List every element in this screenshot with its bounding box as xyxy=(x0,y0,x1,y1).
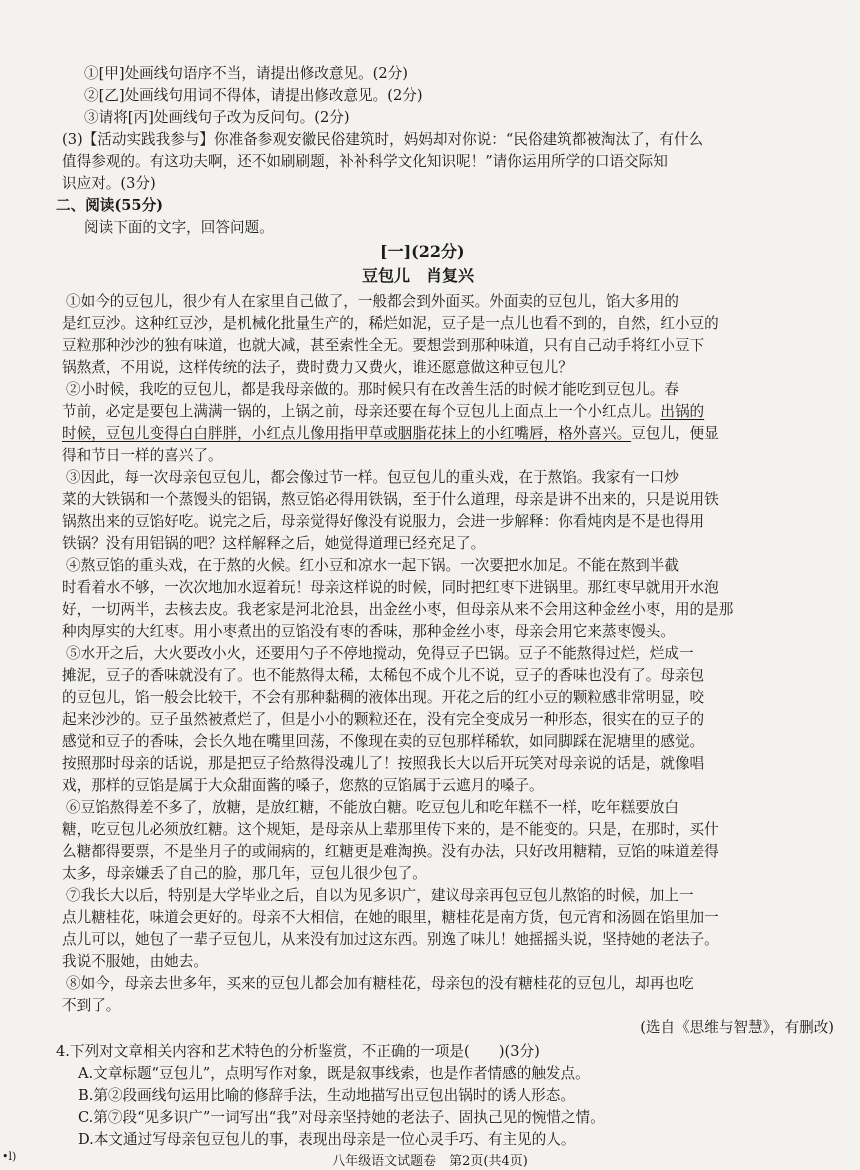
para-5-line-5: 感觉和豆子的香味，会长久地在嘴里回荡，不像现在卖的豆包那样稀软，如同脚踩在泥塘里的感觉。 xyxy=(62,733,705,750)
para-3-line-1: ③因此，每一次母亲包豆包儿，都会像过节一样。包豆包儿的重头戏，在于熬馅。我家有一口炒 xyxy=(66,469,679,486)
para-2-line-2-text: 节前，必定是要包上满满一锅的，上锅之前，母亲还要在每个豆包儿上面点上一个小红点儿。 xyxy=(62,403,661,420)
para-7-line-4: 我说不服她，由她去。 xyxy=(62,953,208,970)
para-2-line-3 xyxy=(62,424,719,444)
para-5-line-7: 戏，那样的豆馅是属于大众甜面酱的嗓子，您熬的豆馅属于云遮月的嗓子。 xyxy=(62,777,544,794)
para-6-line-1: ⑥豆馅熬得差不多了，放糖，是放红糖，不能放白糖。吃豆包儿和吃年糕不一样，吃年糕要放白 xyxy=(66,799,679,816)
para-5-line-3: 的豆包儿，馅一般会比较干，不会有那种黏稠的液体出现。开花之后的红小豆的颗粒感非常明显，咬 xyxy=(62,689,705,706)
para-4-line-1: ④熬豆馅的重头戏，在于熬的火候。红小豆和凉水一起下锅。一次要把水加足。不能在熬到半截 xyxy=(66,557,679,574)
para-1-line-3: 豆粒那种沙沙的独有味道，也就大减，甚至索性全无。要想尝到那种味道，只有自己动手将红小豆下 xyxy=(62,337,705,354)
question-4-option-d: D.本文通过写母亲包豆包儿的事，表现出母亲是一位心灵手巧、有主见的人。 xyxy=(78,1131,576,1148)
para-6-line-3: 么糖都得要票，不是坐月子的或闹病的，红糖更是难淘换。没有办法，只好改用糖精，豆馅的味道差得 xyxy=(62,843,719,860)
para-3-line-2: 菜的大铁锅和一个蒸馒头的铝锅，熬豆馅必得用铁锅，至于什么道理，母亲是讲不出来的，只是说用铁 xyxy=(62,491,719,508)
para-3-line-4: 铁锅？没有用铝锅的吧？这样解释之后，她觉得道理已经充足了。 xyxy=(62,535,486,552)
para-8-line-2: 不到了。 xyxy=(62,997,121,1014)
para-5-line-6: 按照那时母亲的话说，那是把豆子给熬得没魂儿了！按照我长大以后开玩笑对母亲说的话是，就像唱 xyxy=(62,755,705,772)
section-heading-reading: 二、阅读(55分) xyxy=(56,197,164,214)
part-heading: [一](22分) xyxy=(380,242,465,261)
question-4-option-a: A.文章标题“豆包儿”，点明写作对象，既是叙事线索，也是作者情感的触发点。 xyxy=(78,1065,590,1082)
para-5-line-4: 起来沙沙的。豆子虽然被煮烂了，但是小小的颗粒还在，没有完全变成另一种形态，很实在的豆子的 xyxy=(62,711,705,728)
q3-item-2: ②[乙]处画线句用词不得体，请提出修改意见。(2分) xyxy=(84,87,423,104)
page-footer: 八年级语文试题卷 第2页(共4页) xyxy=(332,1154,528,1169)
activity-line-1: (3)【活动实践我参与】你准备参观安徽民俗建筑时，妈妈却对你说：“民俗建筑都被淘汰了，有什么 xyxy=(62,131,704,148)
question-4-option-b: B.第②段画线句运用比喻的修辞手法，生动地描写出豆包出锅时的诱人形态。 xyxy=(78,1087,575,1104)
activity-line-3: 识应对。(3分) xyxy=(62,175,156,192)
para-7-line-2: 点儿糖桂花，味道会更好的。母亲不大相信，在她的眼里，糖桂花是南方货，包元宵和汤圆在馅里加一 xyxy=(62,909,719,926)
para-4-line-4: 种肉厚实的大红枣。用小枣煮出的豆馅没有枣的香味，那种金丝小枣，母亲会用它来蒸枣馒头。 xyxy=(62,623,675,640)
question-4-option-c: C.第⑦段“见多识广”一词写出“我”对母亲坚持她的老法子、固执己见的惋惜之情。 xyxy=(78,1109,605,1126)
para-7-line-3: 点儿可以，她包了一辈子豆包儿，从来没有加过这东西。别逸了味儿！她摇摇头说，坚持她的老法子。 xyxy=(62,931,719,948)
para-1-line-1: ①如今的豆包儿，很少有人在家里自己做了，一般都会到外面买。外面卖的豆包儿，馅大多用的 xyxy=(66,293,679,310)
para-4-line-3: 好，一切两半，去核去皮。我老家是河北沧县，出金丝小枣，但母亲从来不会用这种金丝小枣，用的是那 xyxy=(62,601,734,618)
para-7-line-1: ⑦我长大以后，特别是大学毕业之后，自以为见多识广，建议母亲再包豆包儿熬馅的时候，加上一 xyxy=(66,887,694,904)
underlined-sentence-start: 出锅的 xyxy=(660,403,705,420)
para-5-line-2: 摊泥，豆子的香味就没有了。也不能熬得太稀，太稀包不成个儿不说，豆子的香味也没有了。母亲包 xyxy=(62,667,705,684)
para-4-line-2: 时看着水不够，一次次地加水逗着玩！母亲这样说的时候，同时把红枣下进锅里。那红枣早就用开水泡 xyxy=(62,579,719,596)
activity-line-2: 值得参观的。有这功夫啊，还不如刷刷题，补补科学文化知识呢！”请你运用所学的口语交际知 xyxy=(62,153,668,170)
para-2-line-2 xyxy=(62,402,704,422)
article-source: (选自《思维与智慧》，有删改) xyxy=(640,1019,834,1036)
underlined-sentence-end: 时候，豆包儿变得白白胖胖，小红点儿像用指甲草或胭脂花抹上的小红嘴唇，格外喜兴。 xyxy=(62,425,632,442)
question-4-stem: 4.下列对文章相关内容和艺术特色的分析鉴赏，不正确的一项是( )(3分) xyxy=(56,1043,540,1060)
para-1-line-4: 锅熬煮，不用说，这样传统的法子，费时费力又费火，谁还愿意做这种豆包儿？ xyxy=(62,359,573,376)
q3-item-3: ③请将[丙]处画线句子改为反问句。(2分) xyxy=(84,109,350,126)
para-6-line-2: 糖，吃豆包儿必须放红糖。这个规矩，是母亲从上辈那里传下来的，是不能变的。只是，在那时，买什 xyxy=(62,821,719,838)
para-2-line-4: 得和节日一样的喜兴了。 xyxy=(62,447,223,464)
side-mark: •l) xyxy=(2,1150,17,1163)
para-2-line-1: ②小时候，我吃的豆包儿，都是我母亲做的。那时候只有在改善生活的时候才能吃到豆包儿。春 xyxy=(66,381,679,398)
article-title: 豆包儿 肖复兴 xyxy=(362,266,475,285)
reading-instruction: 阅读下面的文字，回答问题。 xyxy=(84,219,274,236)
q3-item-1: ①[甲]处画线句语序不当，请提出修改意见。(2分) xyxy=(84,65,408,82)
para-1-line-2: 是红豆沙。这种红豆沙，是机械化批量生产的，稀烂如泥，豆子是一点儿也看不到的，自然，红小豆的 xyxy=(62,315,719,332)
para-3-line-3: 锅熬出来的豆馅好吃。说完之后，母亲觉得好像没有说服力，会进一步解释：你看炖肉是不是也得用 xyxy=(62,513,705,530)
para-6-line-4: 太多，母亲嫌丢了自己的脸，那几年，豆包儿很少包了。 xyxy=(62,865,427,882)
para-8-line-1: ⑧如今，母亲去世多年，买来的豆包儿都会加有糖桂花，母亲包的没有糖桂花的豆包儿，却再也吃 xyxy=(66,975,694,992)
para-2-line-3-tail: 豆包儿，便显 xyxy=(631,425,719,442)
para-5-line-1: ⑤水开之后，大火要改小火，还要用勺子不停地搅动，免得豆子巴锅。豆子不能熬得过烂，烂成一 xyxy=(66,645,694,662)
